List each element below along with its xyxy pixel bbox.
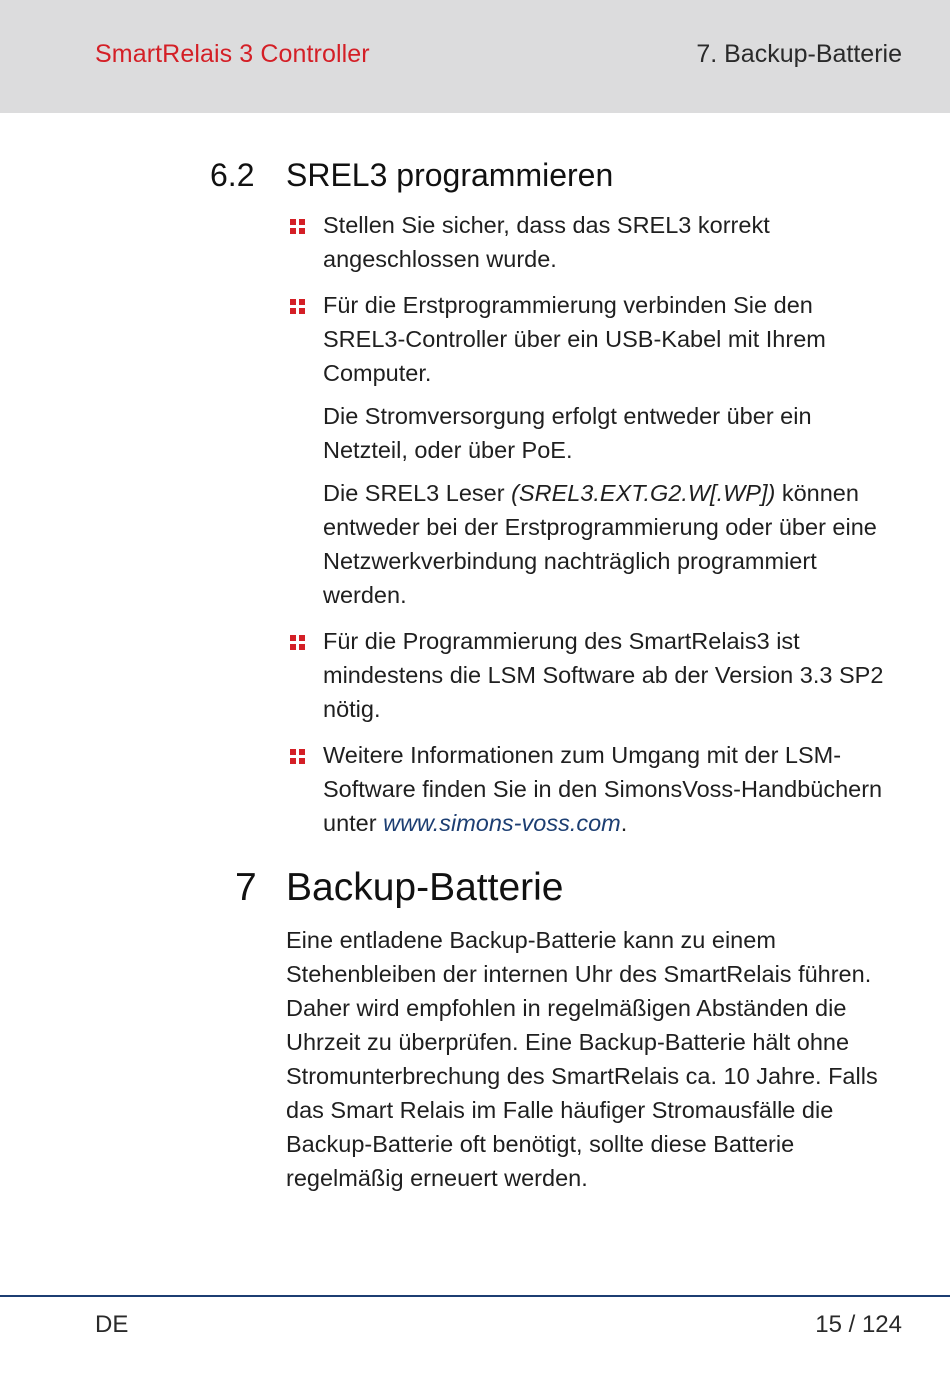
list-item	[290, 208, 900, 276]
bullet-squares-icon	[290, 749, 306, 765]
bullet-squares-icon	[290, 299, 306, 315]
chapter-title: Backup-Batterie	[286, 866, 564, 909]
bullet-text: Stellen Sie sicher, dass das SREL3 korrekt angeschlossen wurde.	[323, 212, 770, 272]
footer-language: DE	[95, 1311, 129, 1338]
bullet-text	[323, 738, 900, 840]
section-number: 6.2	[210, 157, 255, 193]
bullet-subparagraph: Die Stromversorgung erfolgt entweder über ein Netzteil, oder über PoE.	[323, 403, 812, 463]
section-title: SREL3 programmieren	[286, 157, 614, 193]
bullet-squares-icon	[290, 219, 306, 235]
footer-page-number: 15 / 124	[815, 1311, 902, 1338]
list-item	[290, 288, 900, 390]
bullet-text-part: .	[620, 810, 628, 836]
bullet-text: Für die Programmierung des SmartRelais3 ist mindestens die LSM Software ab der Version 3.3 SP2 nötig.	[323, 628, 884, 722]
bullet-text: Für die Erstprogrammierung verbinden Sie den SREL3-Controller über ein USB-Kabel mit Ihrem Computer.	[323, 292, 826, 386]
simonsvoss-website-link[interactable]: www.simons-voss.com	[383, 810, 621, 836]
reader-model-code: (SREL3.EXT.G2.W[.WP])	[511, 480, 776, 506]
subparagraph-text: können entweder bei der Erstprogrammierung oder über eine Netzwerkverbindung nachträglich programmiert werden.	[323, 480, 877, 608]
chapter-body-paragraph: Eine entladene Backup-Batterie kann zu einem Stehenbleiben der internen Uhr des SmartRelais führen. Daher wird empfohlen in regelmäßigen Abständen die Uhrzeit zu überprüfen. Eine Backup-Batterie hält ohne Stromunterbrechung des SmartRelais ca. 10 Jahre. Falls das Smart Relais im Falle häufiger Stromausfälle die Backup-Batterie oft benötigt, sollte diese Batterie regelmäßig erneuert werden.	[286, 927, 878, 1191]
list-item	[290, 738, 900, 840]
chapter-number: 7	[235, 866, 257, 909]
bullet-subparagraph	[290, 476, 900, 612]
footer-divider	[0, 1295, 950, 1297]
list-item	[290, 624, 900, 726]
header-chapter-title: 7. Backup-Batterie	[696, 40, 902, 68]
bullet-list	[290, 208, 900, 852]
subparagraph-text: Die SREL3 Leser	[323, 480, 512, 506]
bullet-text-part: Weitere Informationen zum Umgang mit der LSM-Software finden Sie in den SimonsVoss-Handbüchern unter	[323, 742, 883, 836]
header-product-name: SmartRelais 3 Controller	[95, 40, 370, 68]
bullet-squares-icon	[290, 635, 306, 651]
page-header	[0, 0, 950, 113]
